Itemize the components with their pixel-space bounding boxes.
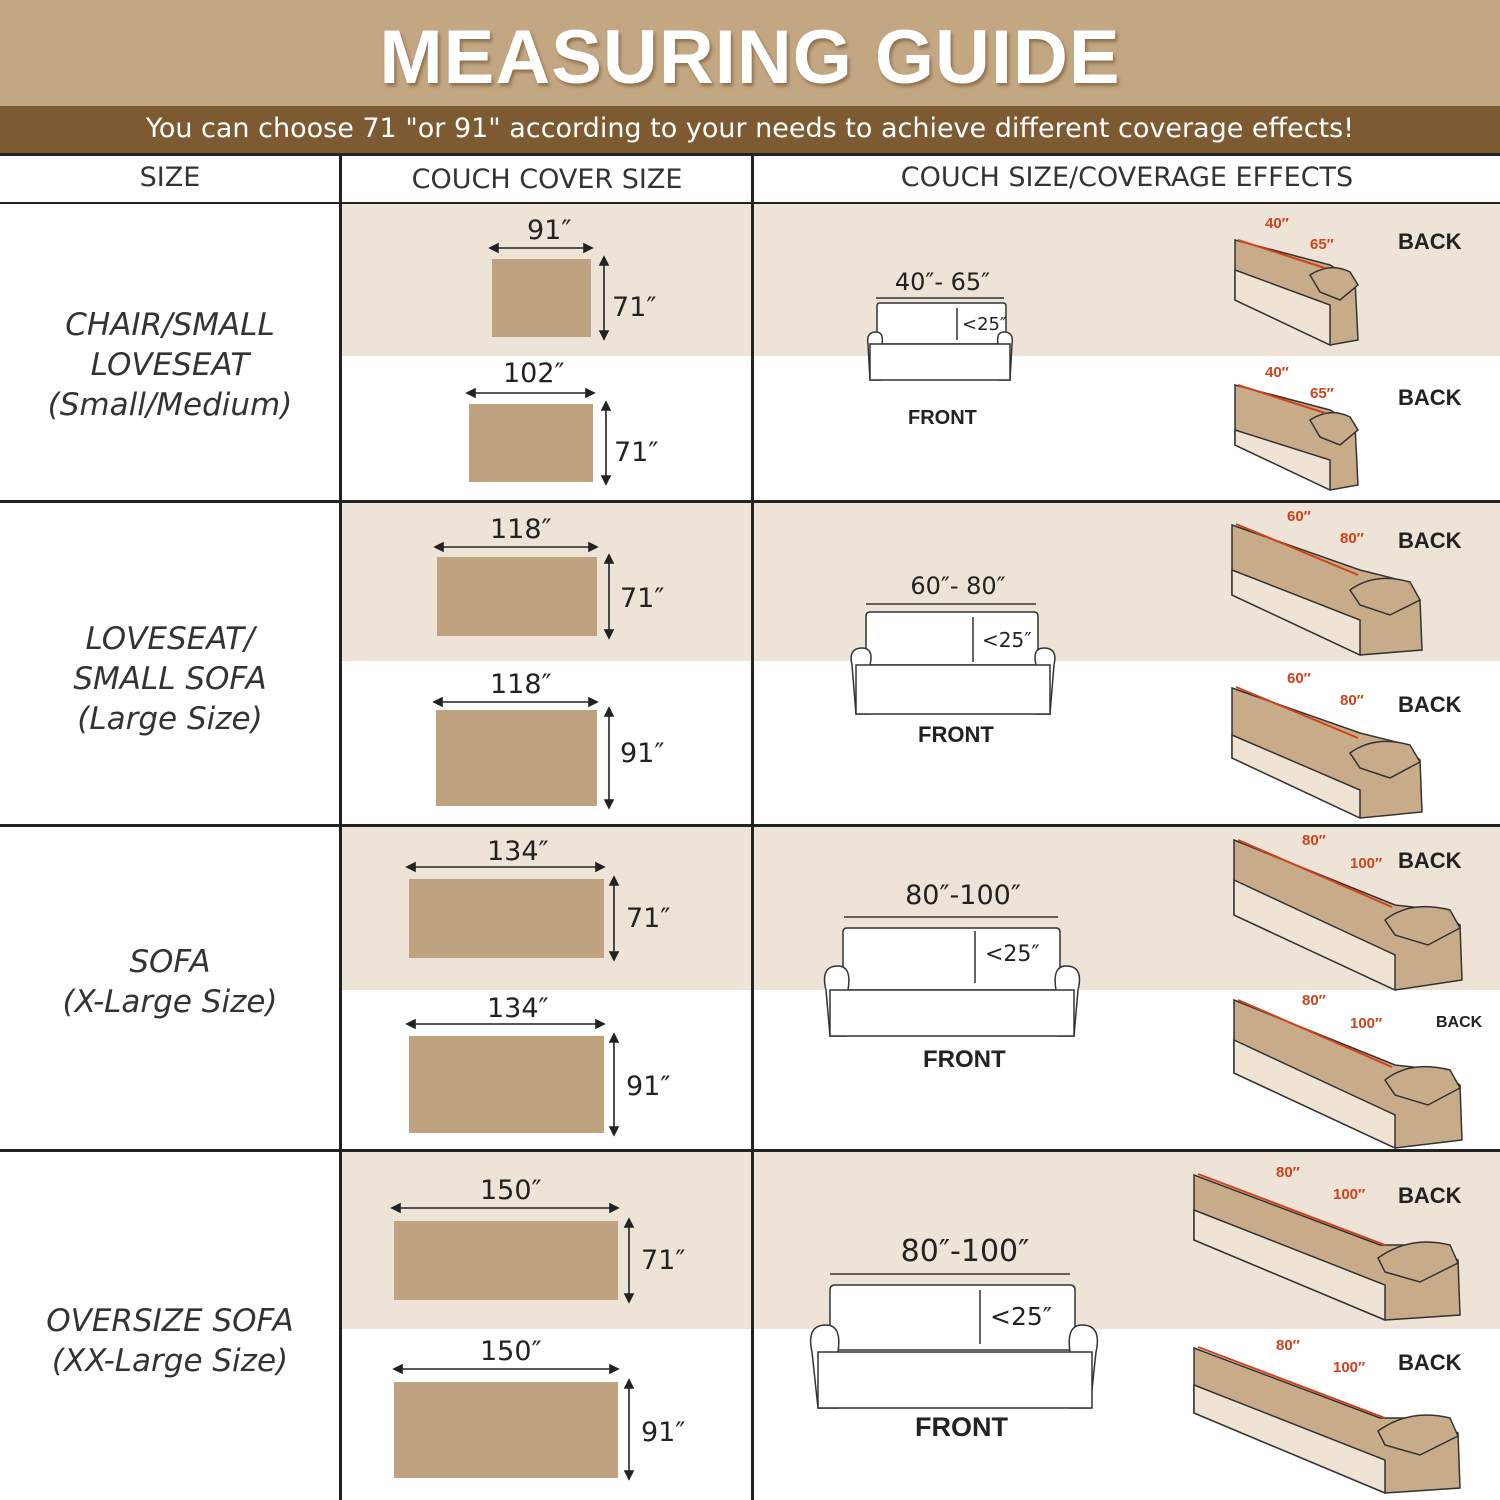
front-label: FRONT: [908, 407, 977, 429]
page-title: MEASURING GUIDE: [379, 15, 1121, 100]
back-label: BACK: [1398, 692, 1462, 717]
size-label-sofa: [0, 942, 340, 1022]
cover-rectangle: [469, 404, 593, 482]
cover-rectangle: [436, 710, 597, 806]
cover-rectangle: [437, 557, 597, 636]
cover-width-label: 91″: [527, 215, 572, 246]
back-measure-min: 40″: [1265, 215, 1289, 232]
back-label: BACK: [1398, 848, 1462, 873]
size-label-chair: [0, 305, 340, 425]
grid-line: [0, 153, 1500, 156]
size-label-line: LOVESEAT: [90, 347, 250, 383]
couch-width-range: 40″- 65″: [894, 268, 991, 296]
size-label-line: CHAIR/SMALL: [65, 307, 275, 343]
grid-line: [0, 1149, 1500, 1152]
cover-rectangle: [409, 1036, 604, 1133]
back-label: BACK: [1398, 528, 1462, 553]
cover-height-label: 71″: [620, 583, 665, 614]
back-label: BACK: [1398, 1183, 1462, 1208]
back-measure-max: 100″: [1333, 1359, 1366, 1376]
back-measure-max: 100″: [1333, 1186, 1366, 1203]
cover-height-label: 91″: [626, 1071, 671, 1102]
cover-rectangle: [492, 259, 591, 337]
back-measure-max: 65″: [1310, 236, 1334, 253]
size-label-line: LOVESEAT/: [85, 621, 255, 657]
back-measure-min: 80″: [1276, 1164, 1300, 1181]
cover-rectangle: [394, 1221, 618, 1300]
cover-height-label: 71″: [641, 1245, 686, 1276]
couch-depth-label: <25″: [985, 942, 1040, 967]
subtitle-bar: [0, 106, 1500, 154]
size-label-loveseat: [0, 619, 340, 739]
cover-height-label: 71″: [614, 437, 659, 468]
front-label: FRONT: [918, 722, 994, 747]
couch-width-range: 60″- 80″: [910, 572, 1006, 600]
cover-height-label: 91″: [641, 1417, 686, 1448]
back-measure-max: 65″: [1310, 385, 1334, 402]
cover-rectangle: [409, 879, 604, 958]
size-label-line: SMALL SOFA: [73, 661, 267, 697]
size-label-line: (X-Large Size): [62, 984, 278, 1020]
grid-line: [751, 154, 754, 1500]
cover-width-label: 118″: [490, 669, 552, 700]
cover-height-label: 91″: [620, 738, 665, 769]
back-measure-min: 80″: [1276, 1337, 1300, 1354]
size-label-line: SOFA: [129, 944, 211, 980]
couch-depth-label: <25″: [962, 314, 1007, 335]
title-bar: [0, 0, 1500, 106]
grid-line: [0, 824, 1500, 827]
size-label-line: (XX-Large Size): [51, 1343, 289, 1379]
cover-width-label: 134″: [487, 993, 549, 1024]
back-measure-max: 100″: [1350, 1015, 1383, 1032]
cover-width-label: 150″: [480, 1336, 542, 1367]
couch-depth-label: <25″: [990, 1302, 1053, 1331]
back-measure-min: 60″: [1287, 508, 1311, 525]
couch-width-range: 80″-100″: [905, 880, 1021, 911]
back-label: BACK: [1436, 1014, 1483, 1031]
grid-line: [0, 500, 1500, 503]
grid-line: [0, 202, 1500, 204]
cover-width-label: 118″: [490, 514, 552, 545]
couch-depth-label: <25″: [982, 628, 1032, 652]
back-measure-max: 80″: [1340, 530, 1364, 547]
back-measure-min: 80″: [1302, 832, 1326, 849]
front-label: FRONT: [923, 1046, 1006, 1073]
back-measure-min: 40″: [1265, 364, 1289, 381]
couch-width-range: 80″-100″: [900, 1234, 1030, 1269]
back-measure-max: 100″: [1350, 855, 1383, 872]
back-measure-max: 80″: [1340, 692, 1364, 709]
size-label-line: OVERSIZE SOFA: [46, 1303, 294, 1339]
cover-width-label: 134″: [487, 836, 549, 867]
page-subtitle: You can choose 71 "or 91" according to your needs to achieve different coverage effects!: [145, 113, 1355, 144]
back-measure-min: 80″: [1302, 992, 1326, 1009]
back-label: BACK: [1398, 385, 1462, 410]
column-header-cover: COUCH COVER SIZE: [411, 164, 683, 195]
size-label-oversize-sofa: [0, 1301, 340, 1381]
front-label: FRONT: [915, 1412, 1008, 1442]
cover-width-label: 102″: [503, 358, 565, 389]
size-label-line: (Small/Medium): [47, 387, 293, 423]
back-label: BACK: [1398, 229, 1462, 254]
size-label-line: (Large Size): [77, 701, 263, 737]
back-label: BACK: [1398, 1350, 1462, 1375]
cover-height-label: 71″: [612, 292, 657, 323]
cover-height-label: 71″: [626, 903, 671, 934]
column-header-effects: COUCH SIZE/COVERAGE EFFECTS: [900, 162, 1354, 193]
back-measure-min: 60″: [1287, 670, 1311, 687]
cover-rectangle: [394, 1382, 618, 1478]
cover-width-label: 150″: [480, 1175, 542, 1206]
column-header-size: SIZE: [139, 162, 201, 193]
back-couch-icon: [0, 0, 1, 1]
column-header-row: [0, 154, 1500, 204]
